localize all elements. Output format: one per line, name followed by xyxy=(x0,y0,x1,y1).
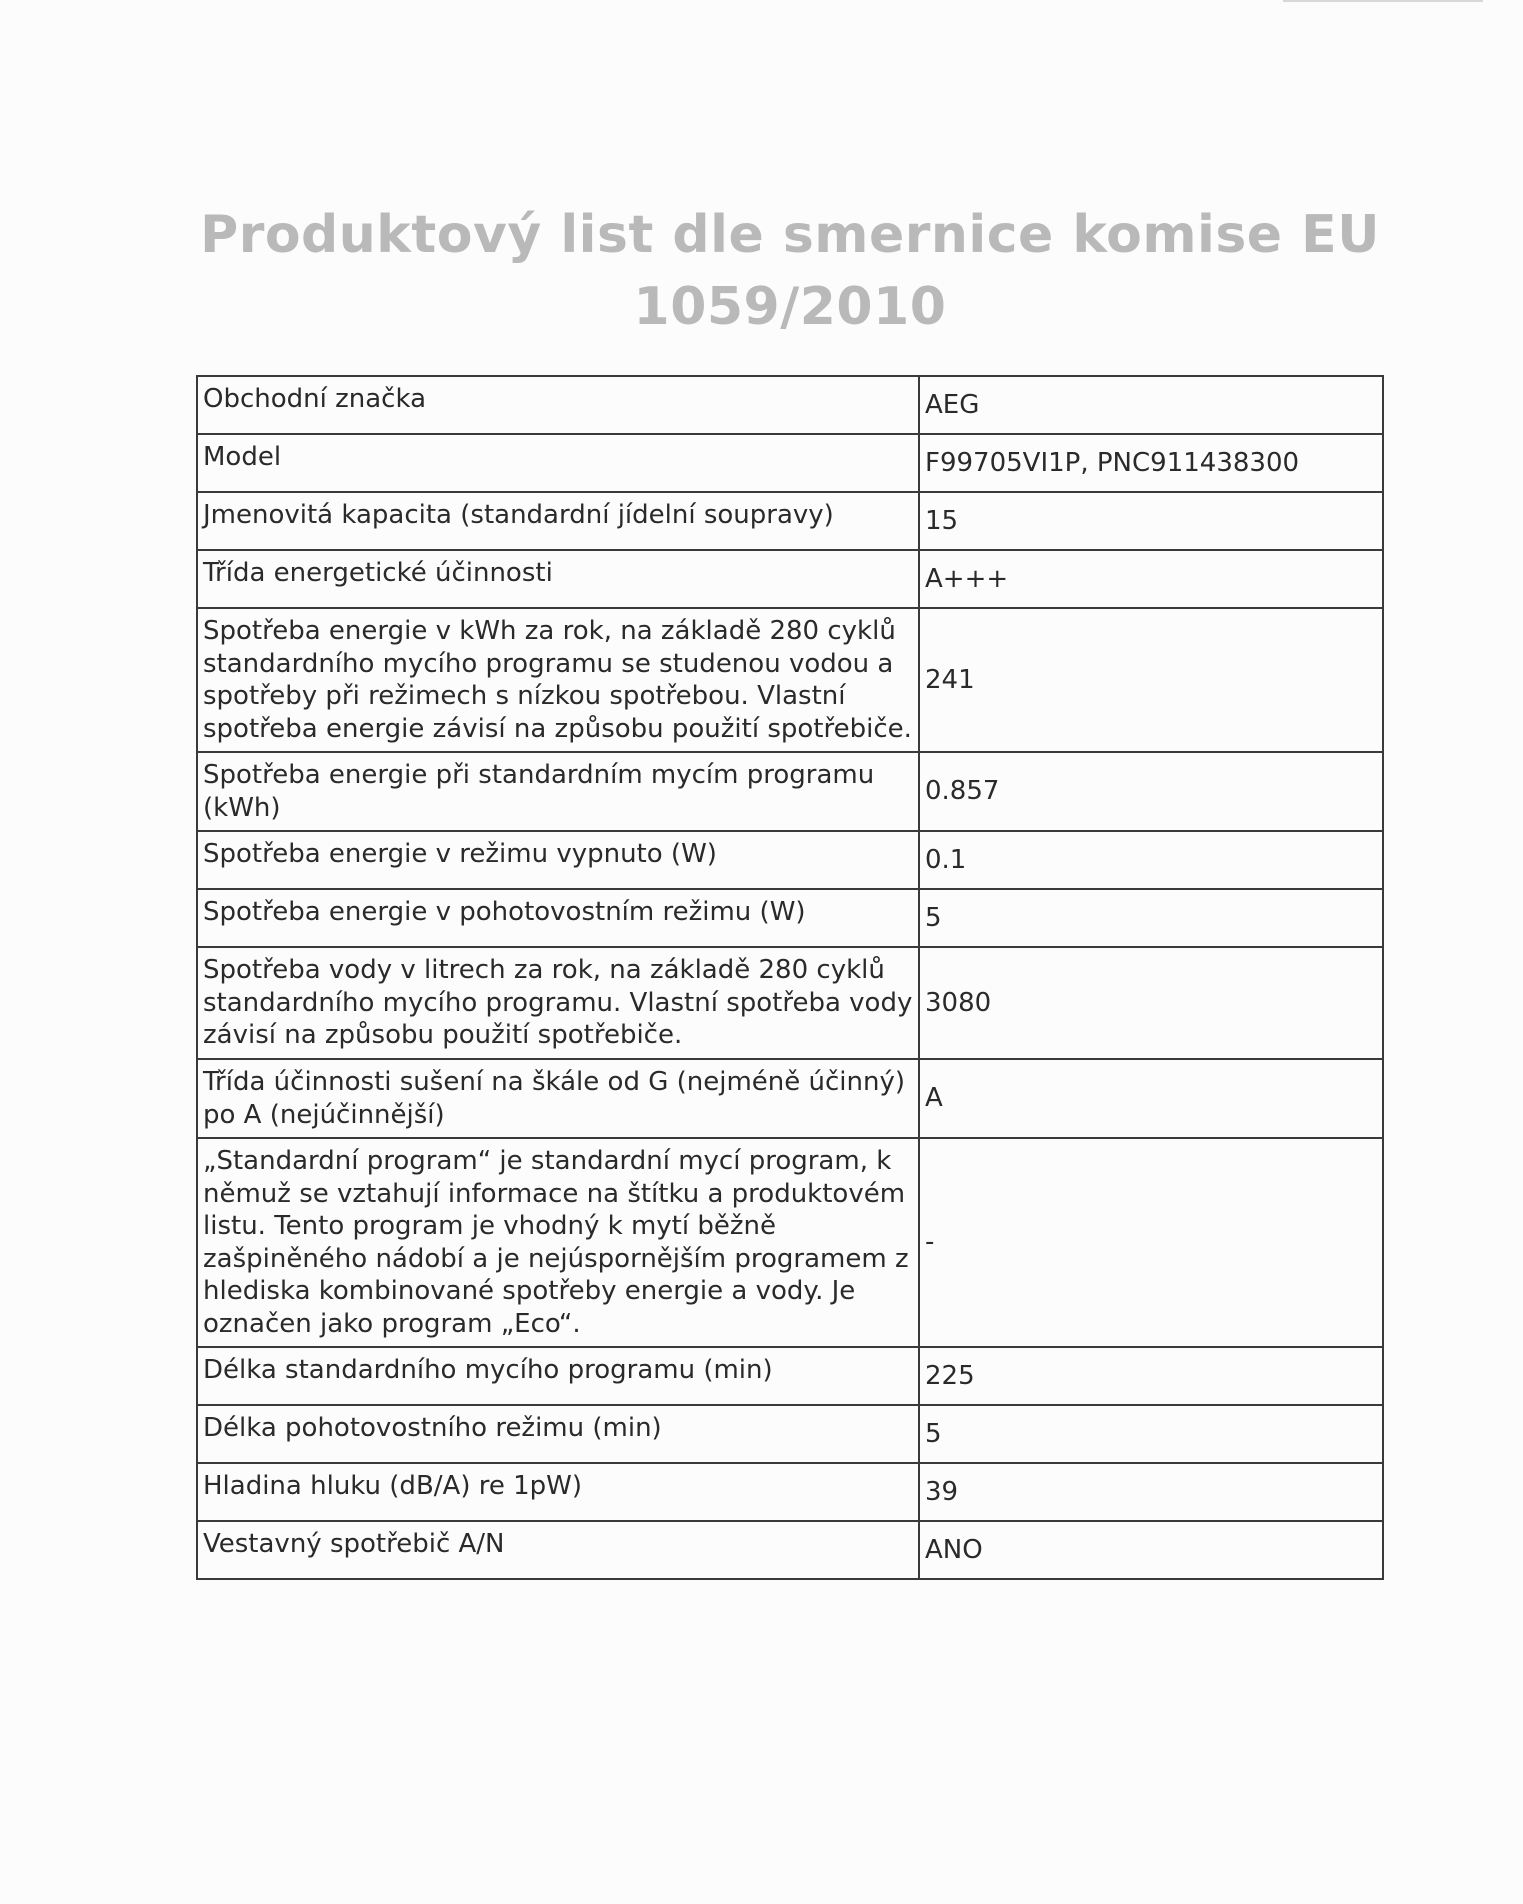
row-label-model: Model xyxy=(197,434,919,492)
table-row xyxy=(197,947,1383,1059)
row-value-capacity: 15 xyxy=(919,492,1383,550)
row-label-program-duration: Délka standardního mycího programu (min) xyxy=(197,1347,919,1405)
row-value-program-energy: 0.857 xyxy=(919,752,1383,831)
row-label-capacity: Jmenovitá kapacita (standardní jídelní soupravy) xyxy=(197,492,919,550)
row-label-noise-level: Hladina hluku (dB/A) re 1pW) xyxy=(197,1463,919,1521)
document-title-line-2: 1059/2010 xyxy=(633,276,947,337)
row-label-annual-water: Spotřeba vody v litrech za rok, na základě 280 cyklů standardního mycího programu. Vlastní spotřeba vody závisí na způsobu použití spotřebiče. xyxy=(197,947,919,1059)
table-row xyxy=(197,831,1383,889)
row-value-noise-level: 39 xyxy=(919,1463,1383,1521)
table-row xyxy=(197,376,1383,434)
row-label-annual-energy: Spotřeba energie v kWh za rok, na základě 280 cyklů standardního mycího programu se studenou vodou a spotřeby při režimech s nízkou spotřebou. Vlastní spotřeba energie závisí na způsobu použití spotřebiče. xyxy=(197,608,919,752)
row-value-annual-water: 3080 xyxy=(919,947,1383,1059)
table-row xyxy=(197,608,1383,752)
row-label-drying-class: Třída účinnosti sušení na škále od G (nejméně účinný) po A (nejúčinnější) xyxy=(197,1059,919,1138)
table-row xyxy=(197,434,1383,492)
scan-edge-mark xyxy=(1283,0,1483,2)
row-value-program-duration: 225 xyxy=(919,1347,1383,1405)
table-row xyxy=(197,1463,1383,1521)
row-value-off-mode-power: 0.1 xyxy=(919,831,1383,889)
row-value-built-in: ANO xyxy=(919,1521,1383,1579)
row-label-standby-duration: Délka pohotovostního režimu (min) xyxy=(197,1405,919,1463)
table-row xyxy=(197,1521,1383,1579)
table-row xyxy=(197,550,1383,608)
table-row xyxy=(197,1059,1383,1138)
row-value-annual-energy: 241 xyxy=(919,608,1383,752)
row-label-off-mode-power: Spotřeba energie v režimu vypnuto (W) xyxy=(197,831,919,889)
product-spec-table xyxy=(196,375,1384,1580)
row-value-standard-program-note: - xyxy=(919,1138,1383,1347)
row-label-brand: Obchodní značka xyxy=(197,376,919,434)
row-value-standby-duration: 5 xyxy=(919,1405,1383,1463)
row-label-program-energy: Spotřeba energie při standardním mycím programu (kWh) xyxy=(197,752,919,831)
row-label-standard-program-note: „Standardní program“ je standardní mycí program, k němuž se vztahují informace na štítku a produktovém listu. Tento program je vhodný k mytí běžně zašpiněného nádobí a je nejúspornějším programem z hlediska kombinované spotřeby energie a vody. Je označen jako program „Eco“. xyxy=(197,1138,919,1347)
table-row xyxy=(197,1138,1383,1347)
table-row xyxy=(197,492,1383,550)
row-value-standby-power: 5 xyxy=(919,889,1383,947)
row-label-energy-class: Třída energetické účinnosti xyxy=(197,550,919,608)
document-title-line-1: Produktový list dle smernice komise EU xyxy=(200,205,1380,265)
table-row xyxy=(197,752,1383,831)
document-title xyxy=(200,200,1380,344)
table-row xyxy=(197,1405,1383,1463)
row-value-energy-class: A+++ xyxy=(919,550,1383,608)
row-value-model: F99705VI1P, PNC911438300 xyxy=(919,434,1383,492)
row-value-drying-class: A xyxy=(919,1059,1383,1138)
row-value-brand: AEG xyxy=(919,376,1383,434)
row-label-built-in: Vestavný spotřebič A/N xyxy=(197,1521,919,1579)
table-row xyxy=(197,889,1383,947)
table-row xyxy=(197,1347,1383,1405)
row-label-standby-power: Spotřeba energie v pohotovostním režimu (W) xyxy=(197,889,919,947)
